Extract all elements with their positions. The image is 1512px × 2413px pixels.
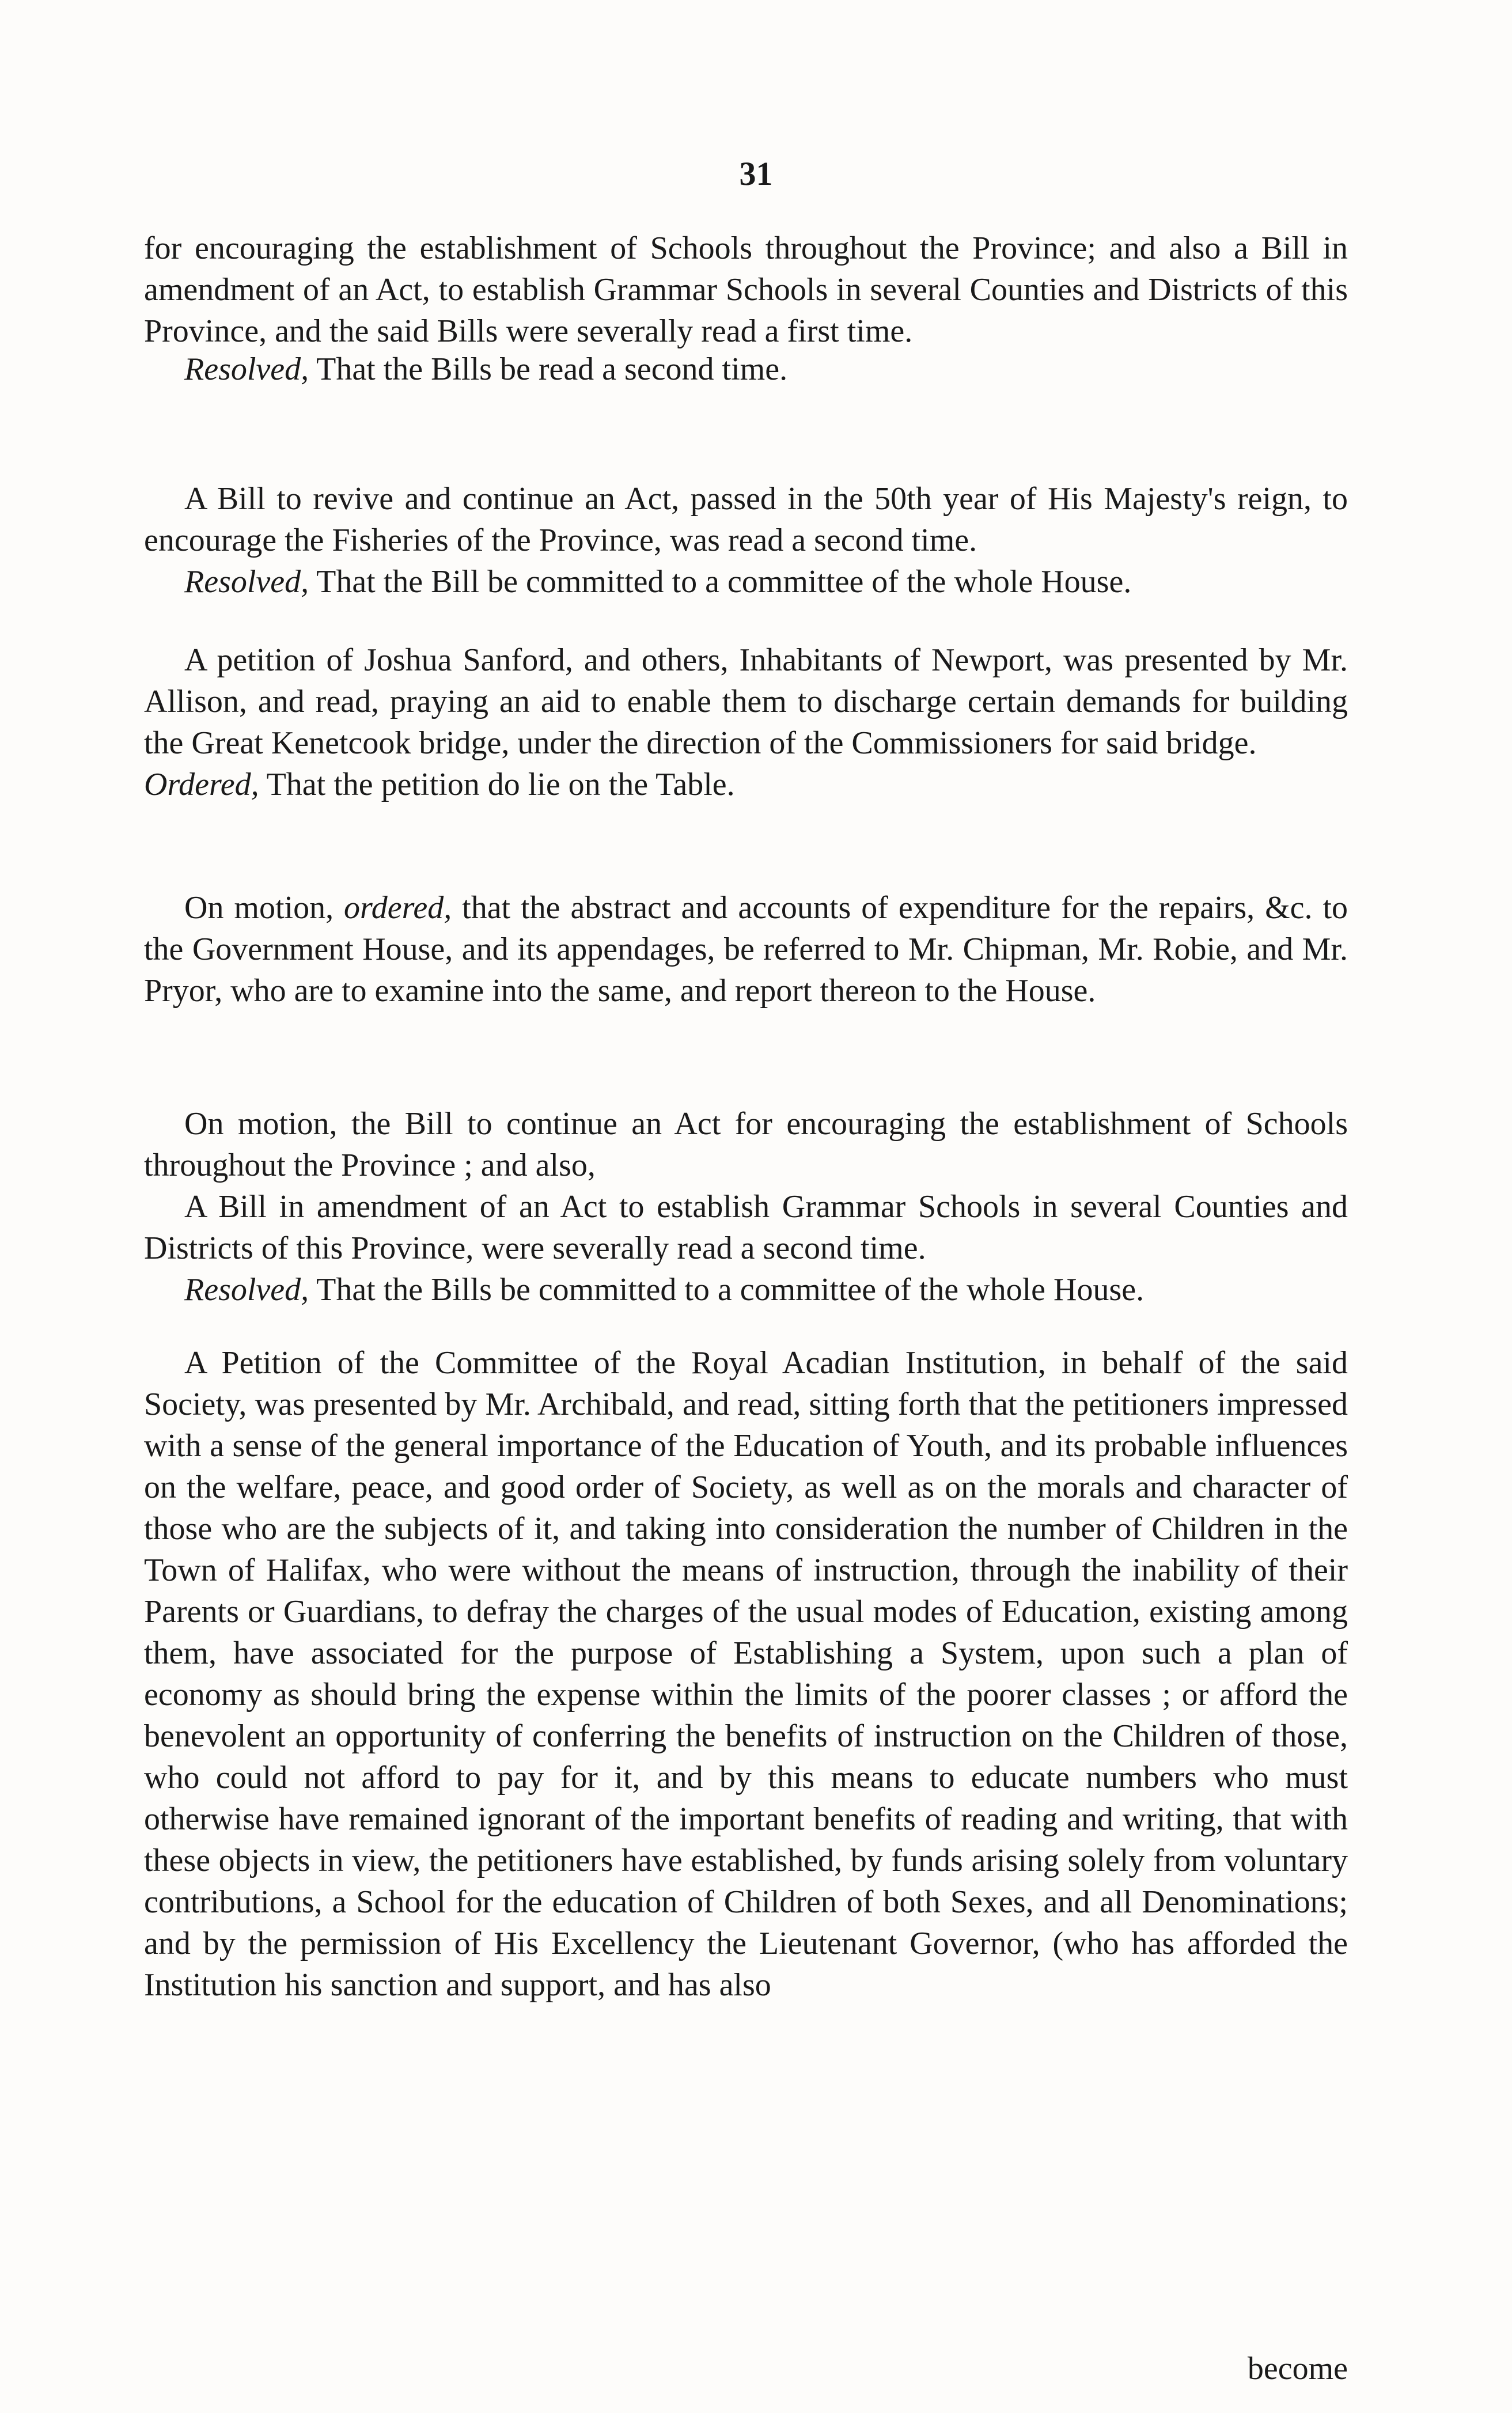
paragraph-government-house-accounts: [144, 887, 1348, 1012]
resolution-label: Resolved,: [184, 351, 309, 387]
resolution-text: That the Bills be read a second time.: [309, 351, 788, 387]
paragraph-text: A Petition of the Committee of the Royal Acadian Institution, in behalf of the said Society, was presented by Mr. Archibald, and read, sitting forth that the petitioners impressed with a sense of the general importance of the Education of Youth, and its probable influences on the welfare, peace, and good order of Society, as well as on the morals and character of those who are the subjects of it, and taking into consideration the number of Children in the Town of Halifax, who were without the means of instruction, through the inability of their Parents or Guardians, to defray the charges of the usual modes of Education, existing among them, have associated for the purpose of Establishing a System, upon such a plan of economy as should bring the expense within the limits of the poorer classes ; or afford the benevolent an opportunity of conferring the benefits of instruction on the Children of those, who could not afford to pay for it, and by this means to educate numbers who must otherwise have remained ignorant of the important benefits of reading and writing, that with these objects in view, the petitioners have established, by funds arising solely from voluntary contributions, a School for the education of Children of both Sexes, and all Denominations; and by the permission of His Excellency the Lieutenant Governor, (who has afforded the Institution his sanction and support, and has also: [144, 1345, 1348, 2003]
resolution-label: Resolved,: [184, 564, 309, 600]
motion-intro: On motion,: [184, 890, 344, 926]
paragraph-sanford-petition: [144, 639, 1348, 805]
paragraph-royal-acadian-petition: [144, 1342, 1348, 2006]
resolution-text: That the Bill be committed to a committee of the whole House.: [309, 564, 1132, 600]
paragraph-resolution-second-reading: [144, 348, 1348, 390]
paragraph-text: for encouraging the establishment of Schools throughout the Province; and also a Bill in amendment of an Act, to establish Grammar Schools in several Counties and Districts of this Province, and the said Bills were severally read a first time.: [144, 230, 1348, 349]
order-label: ordered,: [344, 890, 452, 926]
paragraph-bills-first-reading: [144, 228, 1348, 352]
order-text: That the petition do lie on the Table.: [259, 767, 735, 802]
paragraph-text-2: A Bill in amendment of an Act to establish Grammar Schools in several Counties and Districts of this Province, were severally read a second time.: [144, 1189, 1348, 1266]
paragraph-text: A petition of Joshua Sanford, and others, Inhabitants of Newport, was presented by Mr. Allison, and read, praying an aid to enable them to discharge certain demands for building the Great Kenetcook bridge, under the direction of the Commissioners for said bridge.: [144, 642, 1348, 761]
paragraph-text: On motion, the Bill to continue an Act for encouraging the establishment of Schools throughout the Province ; and also,: [144, 1106, 1348, 1183]
order-label: Ordered,: [144, 767, 259, 802]
catchword: become: [1247, 2351, 1348, 2387]
paragraph-text: that the abstract and accounts of expenditure for the repairs, &c. to the Government House, and its appendages, be referred to Mr. Chipman, Mr. Robie, and Mr. Pryor, who are to examine into the same, and report thereon to the House.: [144, 890, 1348, 1009]
paragraph-fisheries-bill: [144, 478, 1348, 603]
paragraph-text: A Bill to revive and continue an Act, passed in the 50th year of His Majesty's reign, to encourage the Fisheries of the Province, was read a second time.: [144, 481, 1348, 558]
paragraph-schools-bills-second-reading: [144, 1103, 1348, 1310]
resolution-text: That the Bills be committed to a committee of the whole House.: [309, 1272, 1145, 1308]
page-number: 31: [739, 155, 773, 192]
resolution-label: Resolved,: [184, 1272, 309, 1308]
